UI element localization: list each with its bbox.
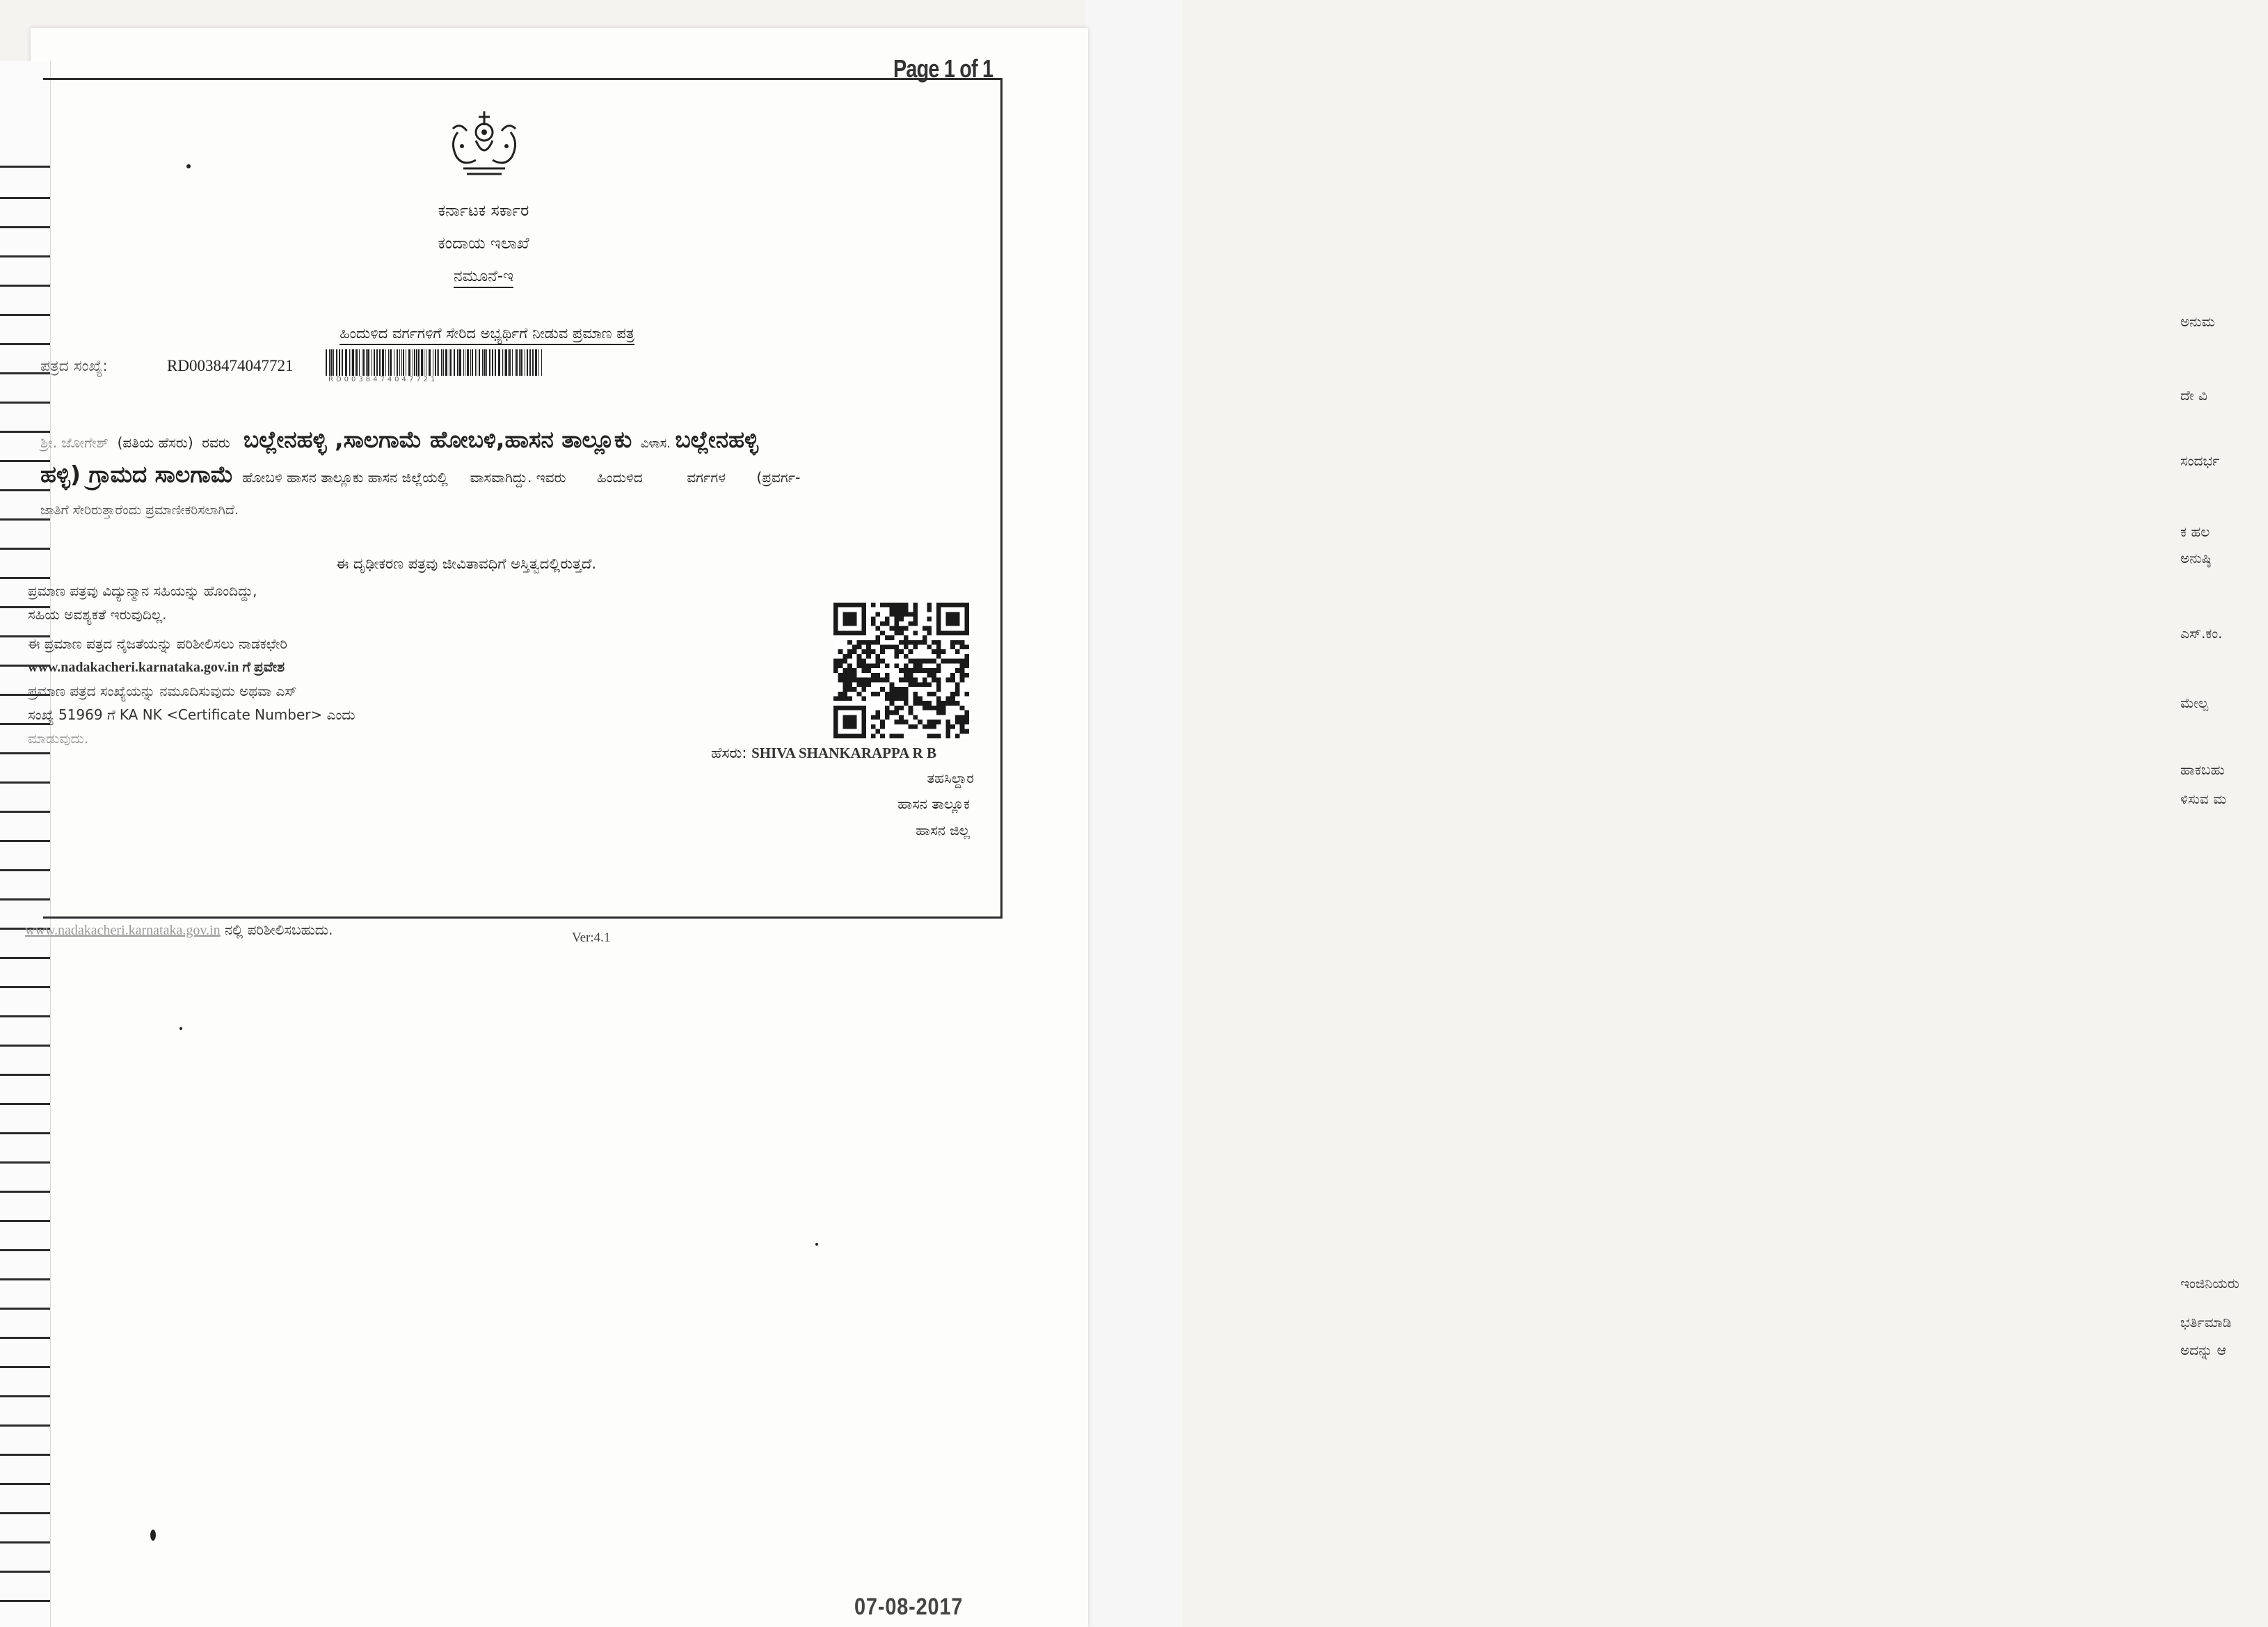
residence-text: ವಾಸವಾಗಿದ್ದು. ಇವರು (470, 469, 566, 486)
underlying-sheet-right (1085, 0, 2239, 1627)
officer-name: SHIVA SHANKARAPPA R B (751, 745, 936, 761)
village-name: ಬಲ್ಲೇನಹಳ್ಳಿ (675, 426, 759, 453)
hobli-taluk-district: ಹೋಬಳಿ ಹಾಸನ ತಾಲ್ಲೂಕು ಹಾಸನ ಜಿಲ್ಲೆಯಲ್ಲಿ (242, 469, 448, 486)
certificate-title (278, 325, 696, 342)
officer-title: ತಹಸಿಲ್ದಾರ (927, 770, 974, 786)
form-name (383, 267, 584, 285)
page-number-label: Page 1 of 1 (893, 54, 993, 83)
classes-text: ವರ್ಗಗಳ (687, 469, 726, 486)
peek-text: ಹಾಕಬಹು (2180, 761, 2225, 778)
speck (815, 1243, 818, 1246)
certificate-number-label: ಪತ್ರದ ಸಂಖ್ಯೆ: (40, 358, 108, 375)
speck (150, 1530, 156, 1541)
certificate-body-line-3: ಜಾತಿಗೆ ಸೇರಿರುತ್ತಾರೆಂದು ಪ್ರಮಾಣೀಕರಿಸಲಾಗಿದೆ. (40, 502, 239, 518)
peek-text: ದೇ ವಿ (2180, 387, 2207, 404)
officer-district: ಹಾಸನ ಜಿಲ್ಲ (916, 822, 970, 839)
peek-text: ಎಸ್.ಕಂ. (2180, 625, 2223, 642)
note-line: www.nadakacheri.karnataka.gov.in ಗೆ ಪ್ರವೇಶ (28, 660, 285, 675)
verification-url[interactable]: www.nadakacheri.karnataka.gov.in (25, 923, 221, 938)
peek-text: ಭರ್ತಿಮಾಡಿ (2180, 1314, 2232, 1331)
note-line: ಮಾಡುವುದು. (28, 730, 89, 747)
applicant-address: ಬಲ್ಲೇನಹಳ್ಳಿ ,ಸಾಲಗಾಮೆ ಹೋಬಳಿ,ಹಾಸನ ತಾಲ್ಲೂಕು (243, 426, 632, 453)
state-emblem-icon (442, 104, 526, 177)
category-text: (ಪ್ರವರ್ಗ- (756, 469, 801, 486)
peek-text: ಮೇಲ್ಪ (2180, 695, 2209, 711)
applicant-name: ಶ್ರೀ. ಜೋಗೇಶ್ (40, 434, 109, 451)
peek-text: ಸಂದರ್ಭ (2180, 452, 2220, 469)
peek-text: ಅನುಮ (2180, 313, 2215, 330)
speck (186, 164, 191, 168)
rawaru-text: ರವರು (202, 434, 230, 451)
verification-footer (25, 921, 333, 939)
qr-code-icon (833, 603, 969, 738)
validity-statement: ಈ ದೃಢೀಕರಣ ಪತ್ರವು ಜೀವಿತಾವಧಿಗೆ ಅಸ್ತಿತ್ವದಲ್ಲಿರುತ್ತದೆ. (336, 555, 596, 572)
certificate-title-text: ಹಿಂದುಳಿದ ವರ್ಗಗಳಿಗೆ ಸೇರಿದ ಅಭ್ಯರ್ಥಿಗೆ ನೀಡುವ ಪ್ರಮಾಣ ಪತ್ರ (340, 325, 634, 345)
verification-suffix: ನಲ್ಲಿ ಪರಿಶೀಲಿಸಬಹುದು. (224, 921, 333, 938)
government-name: ಕರ್ನಾಟಕ ಸರ್ಕಾರ (438, 202, 529, 220)
note-line: ಈ ಪ್ರಮಾಣ ಪತ್ರದ ನೈಜತೆಯನ್ನು ಪರಿಶೀಲಿಸಲು ನಾಡಕಛೇರಿ (28, 635, 287, 652)
address-label: ವಿಳಾಸ. (640, 436, 671, 451)
peek-text: ಳಿಸುವ ಮ (2180, 791, 2227, 807)
officer-name-label: ಹೆಸರು: (711, 745, 747, 761)
note-line: ಪ್ರಮಾಣ ಪತ್ರವು ವಿದ್ಯುನ್ಮಾನ ಸಹಿಯನ್ನು ಹೊಂದಿದ್ದು, (28, 582, 257, 599)
village-hobli: ಹಳ್ಳಿ) ಗ್ರಾಮದ ಸಾಲಗಾಮೆ (40, 461, 234, 488)
note-line: ಸಹಿಯ ಅವಶ್ಯಕತೆ ಇರುವುದಿಲ್ಲ. (28, 606, 167, 623)
note-line: ಸಂಖ್ಯೆ 51969 ಗೆ KA NK <Certificate Number> ಎಂದು (28, 706, 356, 723)
relation-label: (ಪತಿಯ ಹೆಸರು) (117, 434, 193, 451)
peek-text: ಇಂಜಿನಿಯರು (2180, 1275, 2239, 1292)
backward-text: ಹಿಂದುಳಿದ (597, 469, 643, 486)
stamped-date: 07-08-2017 (854, 1594, 964, 1620)
certificate-body-line-2 (40, 461, 800, 489)
certificate-body-line-1 (40, 426, 758, 454)
version-label: Ver:4.1 (572, 930, 611, 945)
officer-name-line (711, 745, 936, 762)
department-name: ಕಂದಾಯ ಇಲಾಖೆ (438, 235, 529, 253)
verification-notes (28, 579, 404, 750)
barcode-digits: RD0038474047721 (328, 376, 438, 383)
peek-text: ಕ ಹಲ (2180, 523, 2210, 540)
certificate-number: RD0038474047721 (167, 357, 294, 374)
form-name-text: ನಮೂನೆ-ಇ (454, 267, 513, 288)
officer-office: ಹಾಸನ ತಾಲ್ಲೂಕ (897, 795, 970, 812)
peek-text: ಅದನ್ನು ಆ (2180, 1342, 2226, 1358)
note-line: ಪ್ರಮಾಣ ಪತ್ರದ ಸಂಖ್ಯೆಯನ್ನು ನಮೂದಿಸುವುದು ಅಥವಾ ಎಸ್ (28, 683, 297, 699)
peek-text: ಅನುಷ್ಠಿ (2180, 550, 2212, 566)
speck (179, 1027, 182, 1030)
